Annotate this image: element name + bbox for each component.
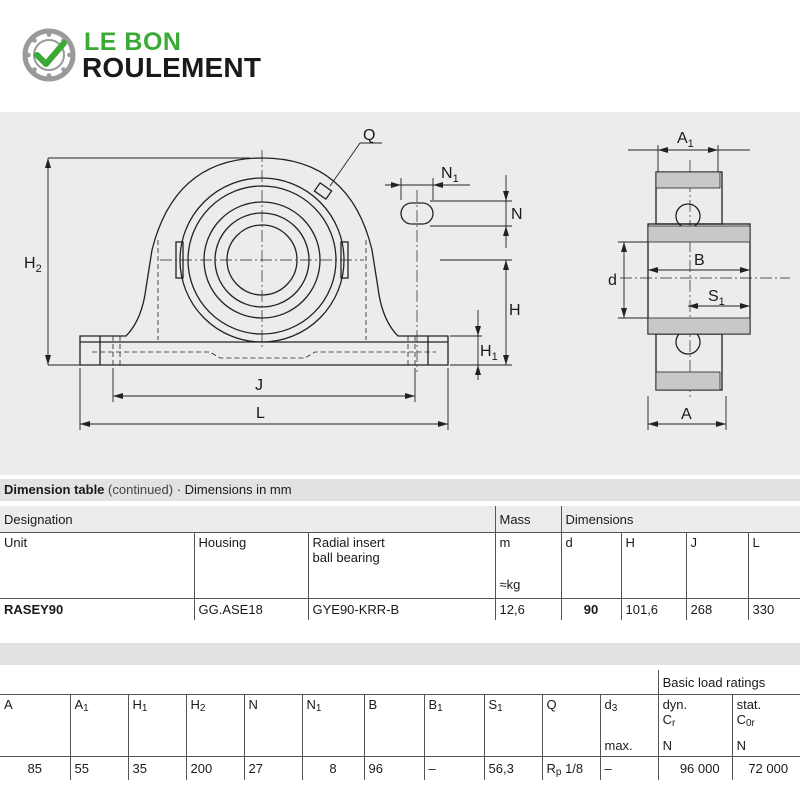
cell-mass: 12,6 — [495, 598, 561, 620]
label-q: Q — [363, 127, 376, 144]
group-header-blank — [0, 670, 658, 694]
cell-a1: 55 — [70, 756, 128, 780]
table-row — [0, 756, 800, 780]
label-n: N — [511, 206, 523, 223]
table-title: Dimension table (continued) · Dimensions in mm — [0, 479, 800, 501]
cell-a: 85 — [0, 756, 70, 780]
subheader-l: L — [748, 532, 800, 598]
label-h1: $H_1$ — [480, 343, 498, 363]
header-dimensions: Dimensions — [561, 506, 800, 532]
table-row — [0, 598, 800, 620]
bearing-unit-drawing — [0, 112, 800, 475]
header-c0r: stat. C0r N — [732, 694, 800, 756]
cell-s1: 56,3 — [484, 756, 542, 780]
cell-h: 101,6 — [621, 598, 686, 620]
section-divider — [0, 643, 800, 665]
label-j: J — [255, 377, 263, 394]
label-n1: $N_1$ — [441, 165, 459, 185]
cell-l: 330 — [748, 598, 800, 620]
brand-logo — [22, 28, 302, 84]
subheader-unit: Unit — [0, 532, 194, 598]
cell-h1: 35 — [128, 756, 186, 780]
label-a1: $A_1$ — [677, 130, 694, 150]
header-d3: d3 max. — [600, 694, 658, 756]
label-b: B — [694, 252, 705, 269]
bearing-check-icon — [22, 28, 76, 82]
header-designation: Designation — [0, 506, 495, 532]
header-b: B — [364, 694, 424, 756]
technical-drawing — [0, 112, 800, 475]
subheader-j: J — [686, 532, 748, 598]
subheader-housing: Housing — [194, 532, 308, 598]
header-a: A — [0, 694, 70, 756]
cell-n: 27 — [244, 756, 302, 780]
label-d: d — [608, 272, 617, 289]
cell-housing: GG.ASE18 — [194, 598, 308, 620]
header-mass: Mass — [495, 506, 561, 532]
header-n1: N1 — [302, 694, 364, 756]
header-h2: H2 — [186, 694, 244, 756]
cell-n1: 8 — [302, 756, 364, 780]
subheader-mass-unit: m ≈kg — [495, 532, 561, 598]
subheader-insert: Radial insert ball bearing — [308, 532, 495, 598]
cell-j: 268 — [686, 598, 748, 620]
cell-h2: 200 — [186, 756, 244, 780]
subheader-d: d — [561, 532, 621, 598]
subheader-h: H — [621, 532, 686, 598]
header-a1: A1 — [70, 694, 128, 756]
cell-b1: – — [424, 756, 484, 780]
cell-b: 96 — [364, 756, 424, 780]
cell-cr: 96 000 — [658, 756, 732, 780]
header-b1: B1 — [424, 694, 484, 756]
label-s1: $S_1$ — [708, 288, 725, 308]
dimension-table-1 — [0, 506, 800, 620]
label-h: H — [509, 302, 521, 319]
logo-text-line1: LE BON — [84, 28, 182, 56]
header-n: N — [244, 694, 302, 756]
header-cr: dyn. Cr N — [658, 694, 732, 756]
label-a: A — [681, 406, 692, 423]
cell-unit: RASEY90 — [0, 598, 194, 620]
header-h1: H1 — [128, 694, 186, 756]
label-l: L — [256, 405, 265, 422]
cell-c0r: 72 000 — [732, 756, 800, 780]
header-q: Q — [542, 694, 600, 756]
cell-d3: – — [600, 756, 658, 780]
label-h2: $H_2$ — [24, 255, 42, 275]
header-basic-load-ratings: Basic load ratings — [658, 670, 800, 694]
dimension-table-2 — [0, 670, 800, 780]
cell-d: 90 — [561, 598, 621, 620]
cell-q: Rp 1/8 — [542, 756, 600, 780]
logo-text-line2: ROULEMENT — [82, 52, 262, 83]
cell-insert: GYE90-KRR-B — [308, 598, 495, 620]
header-s1: S1 — [484, 694, 542, 756]
